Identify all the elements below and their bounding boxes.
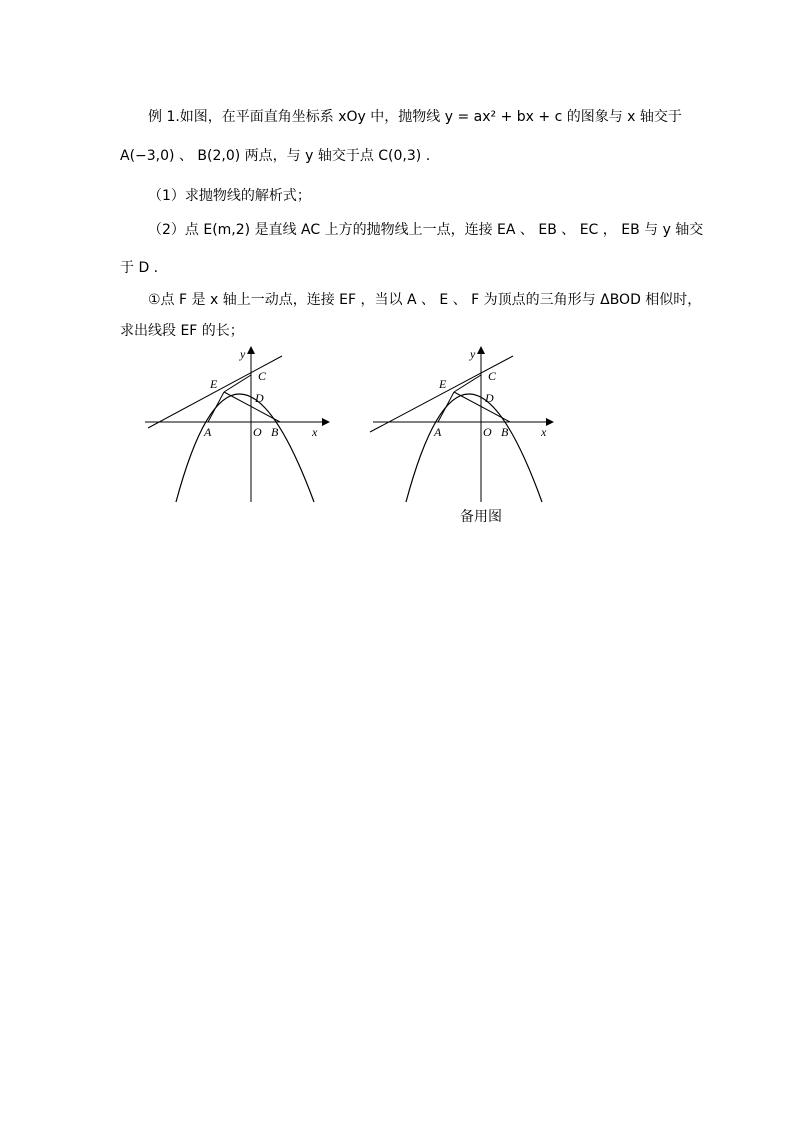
- x-arrow: [546, 418, 554, 426]
- label-y: y: [470, 347, 476, 361]
- figure-main-svg: [140, 340, 340, 510]
- label-d: D: [255, 391, 264, 405]
- segment-eb: [454, 392, 510, 422]
- figure-main: [140, 340, 340, 510]
- label-c: C: [488, 369, 497, 383]
- label-x: x: [312, 425, 318, 439]
- figure-spare-svg: [368, 340, 568, 510]
- spare-figure-caption: 备用图: [460, 509, 502, 525]
- parabola: [176, 394, 314, 502]
- part-2-line-2: 于 D .: [120, 260, 159, 276]
- label-o: O: [253, 425, 262, 439]
- label-b: B: [501, 425, 509, 439]
- label-e: E: [439, 377, 447, 391]
- label-a: A: [434, 425, 442, 439]
- y-arrow: [477, 346, 485, 354]
- label-y: y: [240, 347, 246, 361]
- label-x: x: [541, 425, 547, 439]
- problem-line-1: 例 1.如图，在平面直角坐标系 xOy 中，抛物线 y = ax² + bx + c 的图象与 x 轴交于: [148, 109, 682, 125]
- label-a: A: [204, 425, 212, 439]
- y-arrow: [247, 346, 255, 354]
- parabola: [406, 394, 542, 502]
- label-b: B: [271, 425, 279, 439]
- figure-spare: [368, 340, 568, 510]
- label-o: O: [483, 425, 492, 439]
- segment-eb: [224, 392, 280, 422]
- x-arrow: [322, 418, 330, 426]
- segment-ea: [438, 392, 454, 422]
- part-2-line-1: （2）点 E(m,2) 是直线 AC 上方的抛物线上一点，连接 EA 、 EB 、 EC ， EB 与 y 轴交: [148, 222, 704, 238]
- label-e: E: [210, 377, 218, 391]
- label-d: D: [485, 391, 494, 405]
- segment-ec: [224, 375, 251, 392]
- problem-line-2: A(−3,0) 、 B(2,0) 两点，与 y 轴交于点 C(0,3) .: [120, 148, 431, 164]
- segment-ec: [454, 375, 481, 392]
- part-1: （1）求抛物线的解析式；: [148, 188, 311, 204]
- label-c: C: [258, 369, 267, 383]
- subpart-1-line-1: ①点 F 是 x 轴上一动点，连接 EF ，当以 A 、 E 、 F 为顶点的三角形与 ΔBOD 相似时，: [148, 292, 702, 308]
- segment-ea: [208, 392, 224, 422]
- subpart-1-line-2: 求出线段 EF 的长；: [120, 323, 244, 339]
